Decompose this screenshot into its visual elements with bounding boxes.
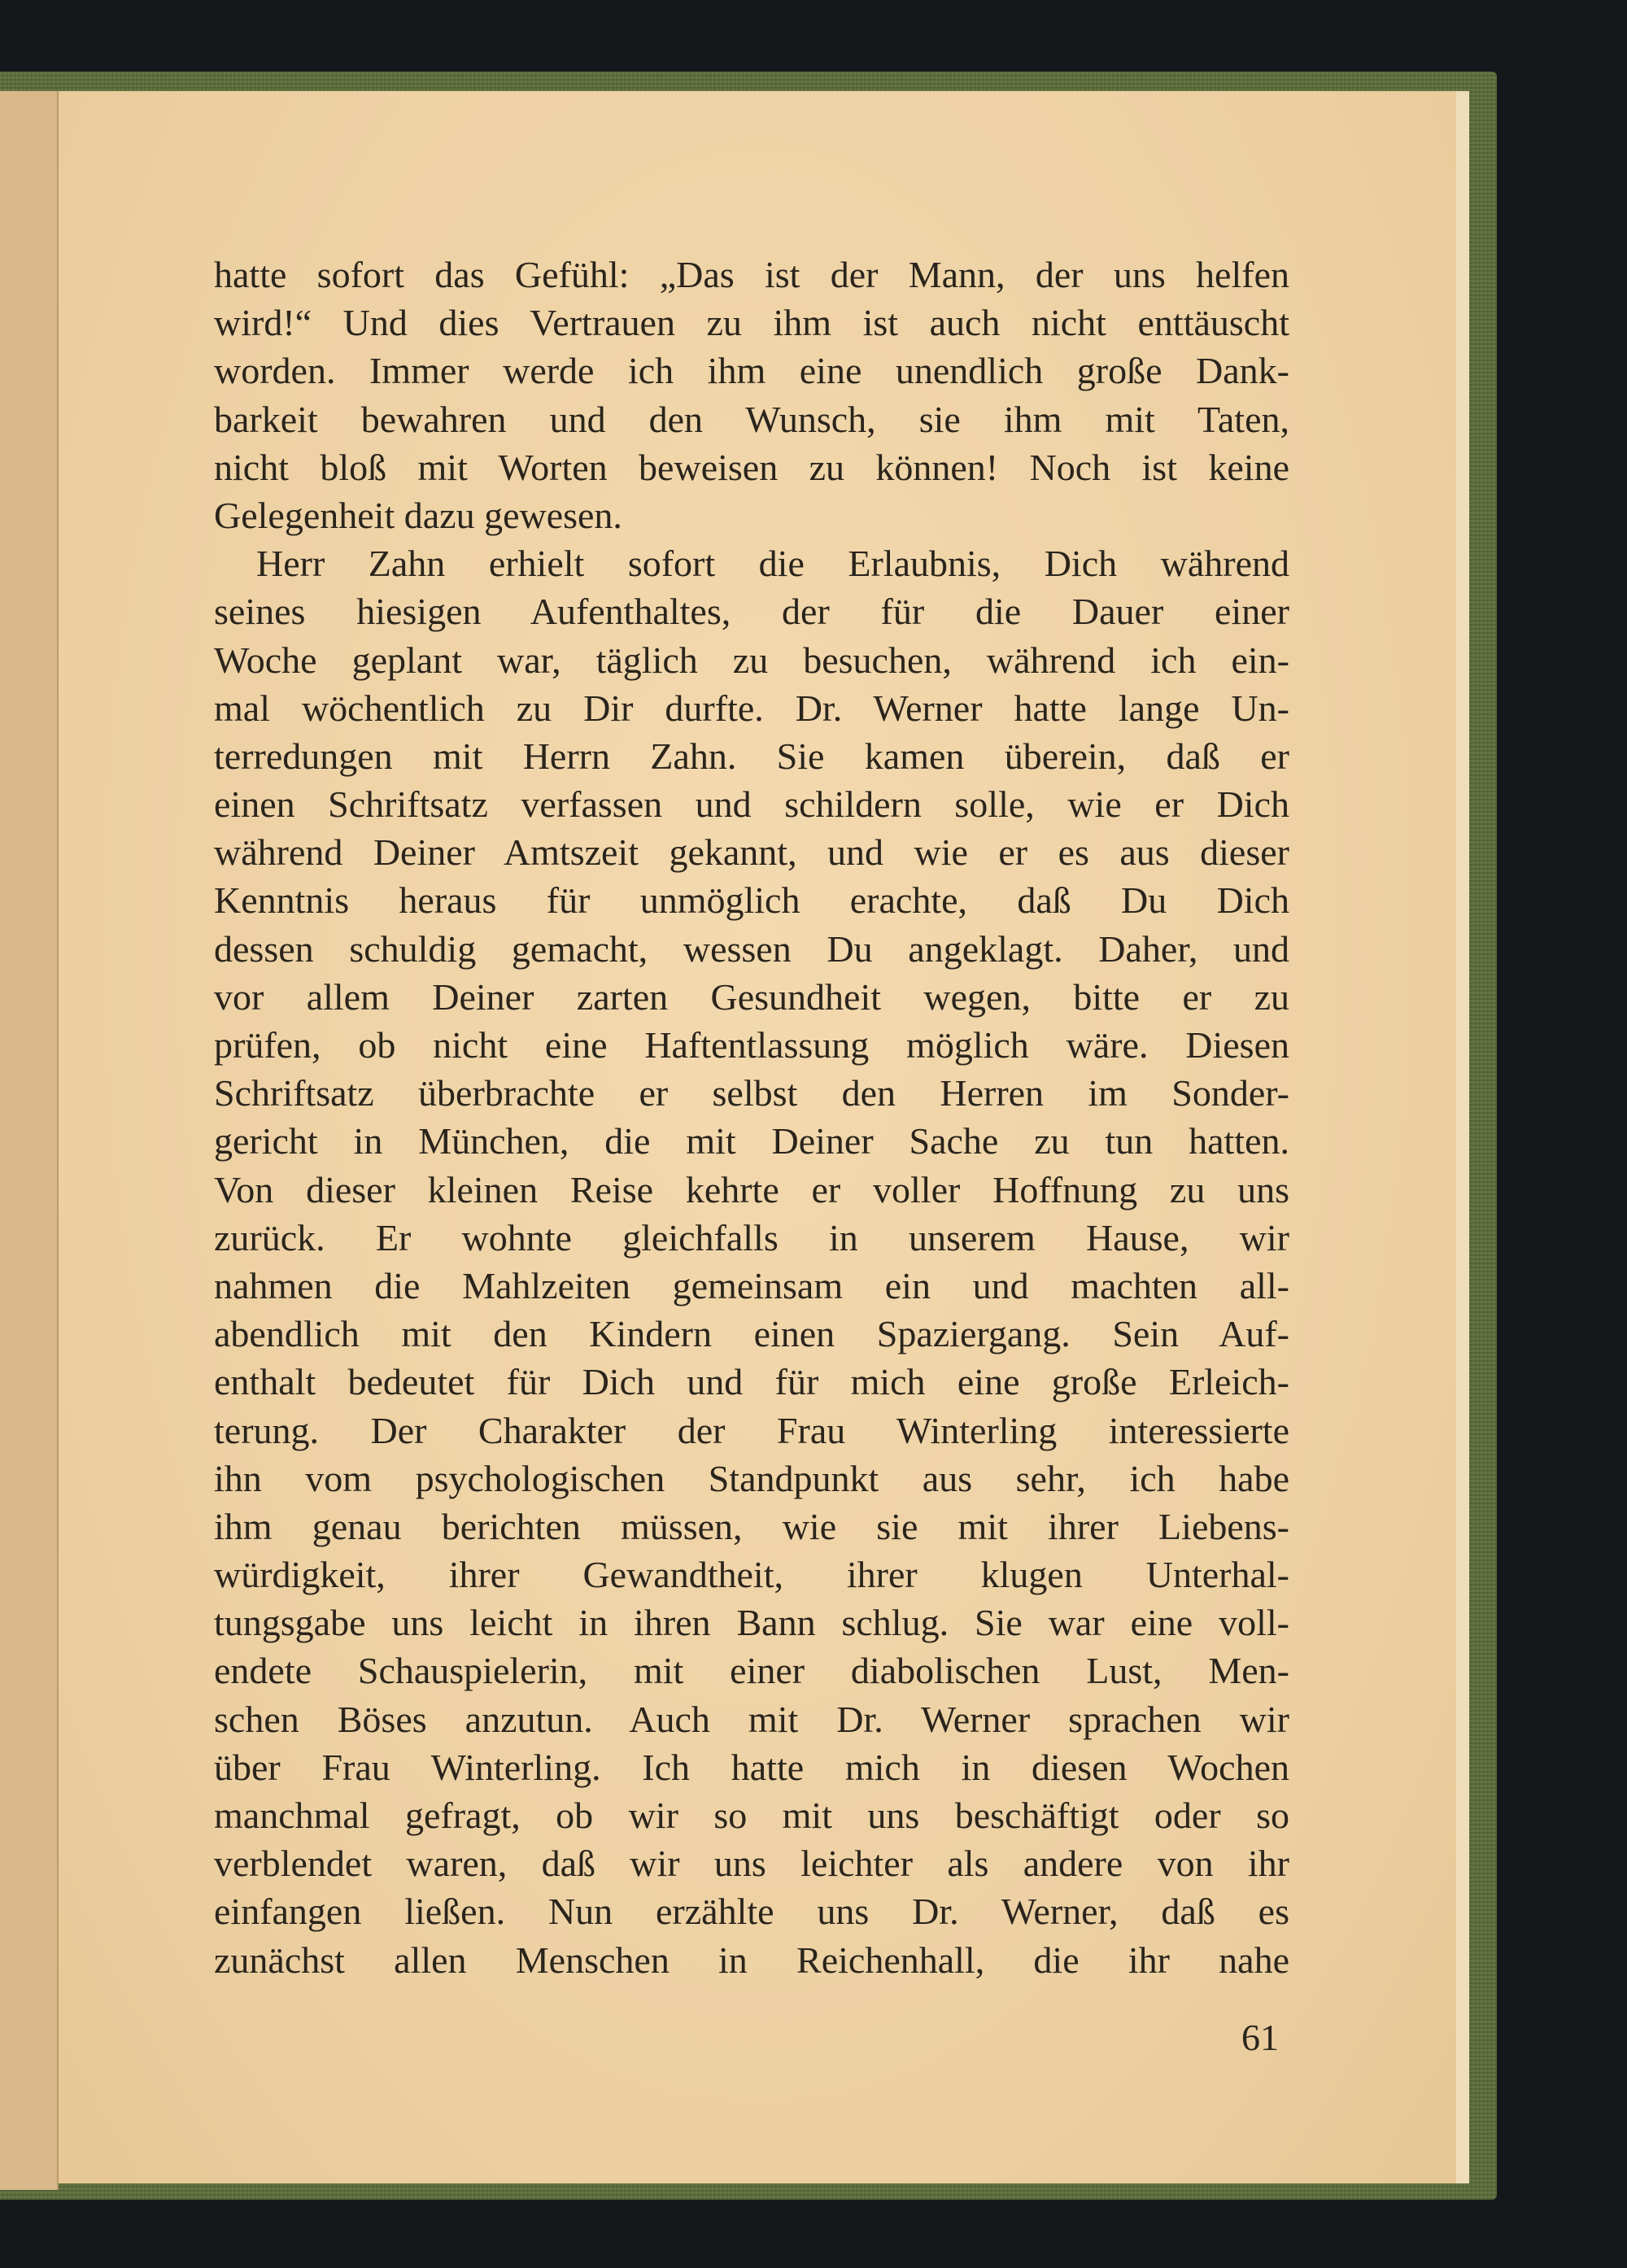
text-line: Kenntnis heraus für unmöglich erachte, daß Du Dich: [214, 879, 1289, 922]
text-line: zunächst allen Menschen in Reichenhall, die ihr nahe: [214, 1939, 1289, 1981]
text-line: seines hiesigen Aufenthaltes, der für die Dauer einer: [214, 591, 1289, 633]
text-line: wird!“ Und dies Vertrauen zu ihm ist auch nicht enttäuscht: [214, 302, 1289, 344]
text-line: vor allem Deiner zarten Gesundheit wegen, bitte er zu: [214, 975, 1289, 1018]
text-line: einfangen ließen. Nun erzählte uns Dr. Werner, daß es: [214, 1891, 1289, 1933]
text-line: Schriftsatz überbrachte er selbst den Herren im Sonder-: [214, 1072, 1289, 1114]
text-line: nicht bloß mit Worten beweisen zu können! Noch ist keine: [214, 446, 1289, 488]
text-line: zurück. Er wohnte gleichfalls in unserem Hause, wir: [214, 1216, 1289, 1258]
text-line: gericht in München, die mit Deiner Sache zu tun hatten.: [214, 1120, 1289, 1162]
text-line: verblendet waren, daß wir uns leichter als andere von ihr: [214, 1843, 1289, 1885]
text-line: würdigkeit, ihrer Gewandtheit, ihrer klugen Unterhal-: [214, 1554, 1289, 1596]
text-line: abendlich mit den Kindern einen Spaziergang. Sein Auf-: [214, 1313, 1289, 1355]
text-line: ihn vom psychologischen Standpunkt aus sehr, ich habe: [214, 1457, 1289, 1499]
text-line: terredungen mit Herrn Zahn. Sie kamen überein, daß er: [214, 735, 1289, 777]
page-number: 61: [1241, 2017, 1279, 2058]
text-line: nahmen die Mahlzeiten gemeinsam ein und machten all-: [214, 1264, 1289, 1306]
text-line: dessen schuldig gemacht, wessen Du angeklagt. Daher, und: [214, 927, 1289, 970]
text-line: tungsgabe uns leicht in ihren Bann schlug. Sie war eine voll-: [214, 1602, 1289, 1644]
text-line: hatte sofort das Gefühl: „Das ist der Mann, der uns helfen: [214, 254, 1289, 295]
body-text: [214, 251, 1289, 1984]
text-line: während Deiner Amtszeit gekannt, und wie er es aus dieser: [214, 831, 1289, 874]
text-line: Gelegenheit dazu gewesen.: [214, 494, 622, 536]
text-line: barkeit bewahren und den Wunsch, sie ihm mit Taten,: [214, 398, 1289, 440]
previous-page-edge: [0, 91, 59, 2190]
text-line: schen Böses anzutun. Auch mit Dr. Werner sprachen wir: [214, 1698, 1289, 1740]
text-line: prüfen, ob nicht eine Haftentlassung möglich wäre. Diesen: [214, 1024, 1289, 1066]
text-line: Herr Zahn erhielt sofort die Erlaubnis, Dich während: [256, 543, 1289, 585]
text-line: enthalt bedeutet für Dich und für mich eine große Erleich-: [214, 1361, 1289, 1403]
text-line: einen Schriftsatz verfassen und schildern solle, wie er Dich: [214, 783, 1289, 826]
text-line: mal wöchentlich zu Dir durfte. Dr. Werner hatte lange Un-: [214, 687, 1289, 729]
text-line: über Frau Winterling. Ich hatte mich in diesen Wochen: [214, 1746, 1289, 1788]
text-line: ihm genau berichten müssen, wie sie mit ihrer Liebens-: [214, 1505, 1289, 1547]
text-line: Woche geplant war, täglich zu besuchen, während ich ein-: [214, 639, 1289, 681]
text-line: terung. Der Charakter der Frau Winterling interessierte: [214, 1409, 1289, 1451]
text-line: manchmal gefragt, ob wir so mit uns beschäftigt oder so: [214, 1795, 1289, 1836]
text-line: Von dieser kleinen Reise kehrte er voller Hoffnung zu uns: [214, 1168, 1289, 1210]
text-line: endete Schauspielerin, mit einer diabolischen Lust, Men-: [214, 1650, 1289, 1692]
text-line: worden. Immer werde ich ihm eine unendlich große Dank-: [214, 350, 1289, 392]
